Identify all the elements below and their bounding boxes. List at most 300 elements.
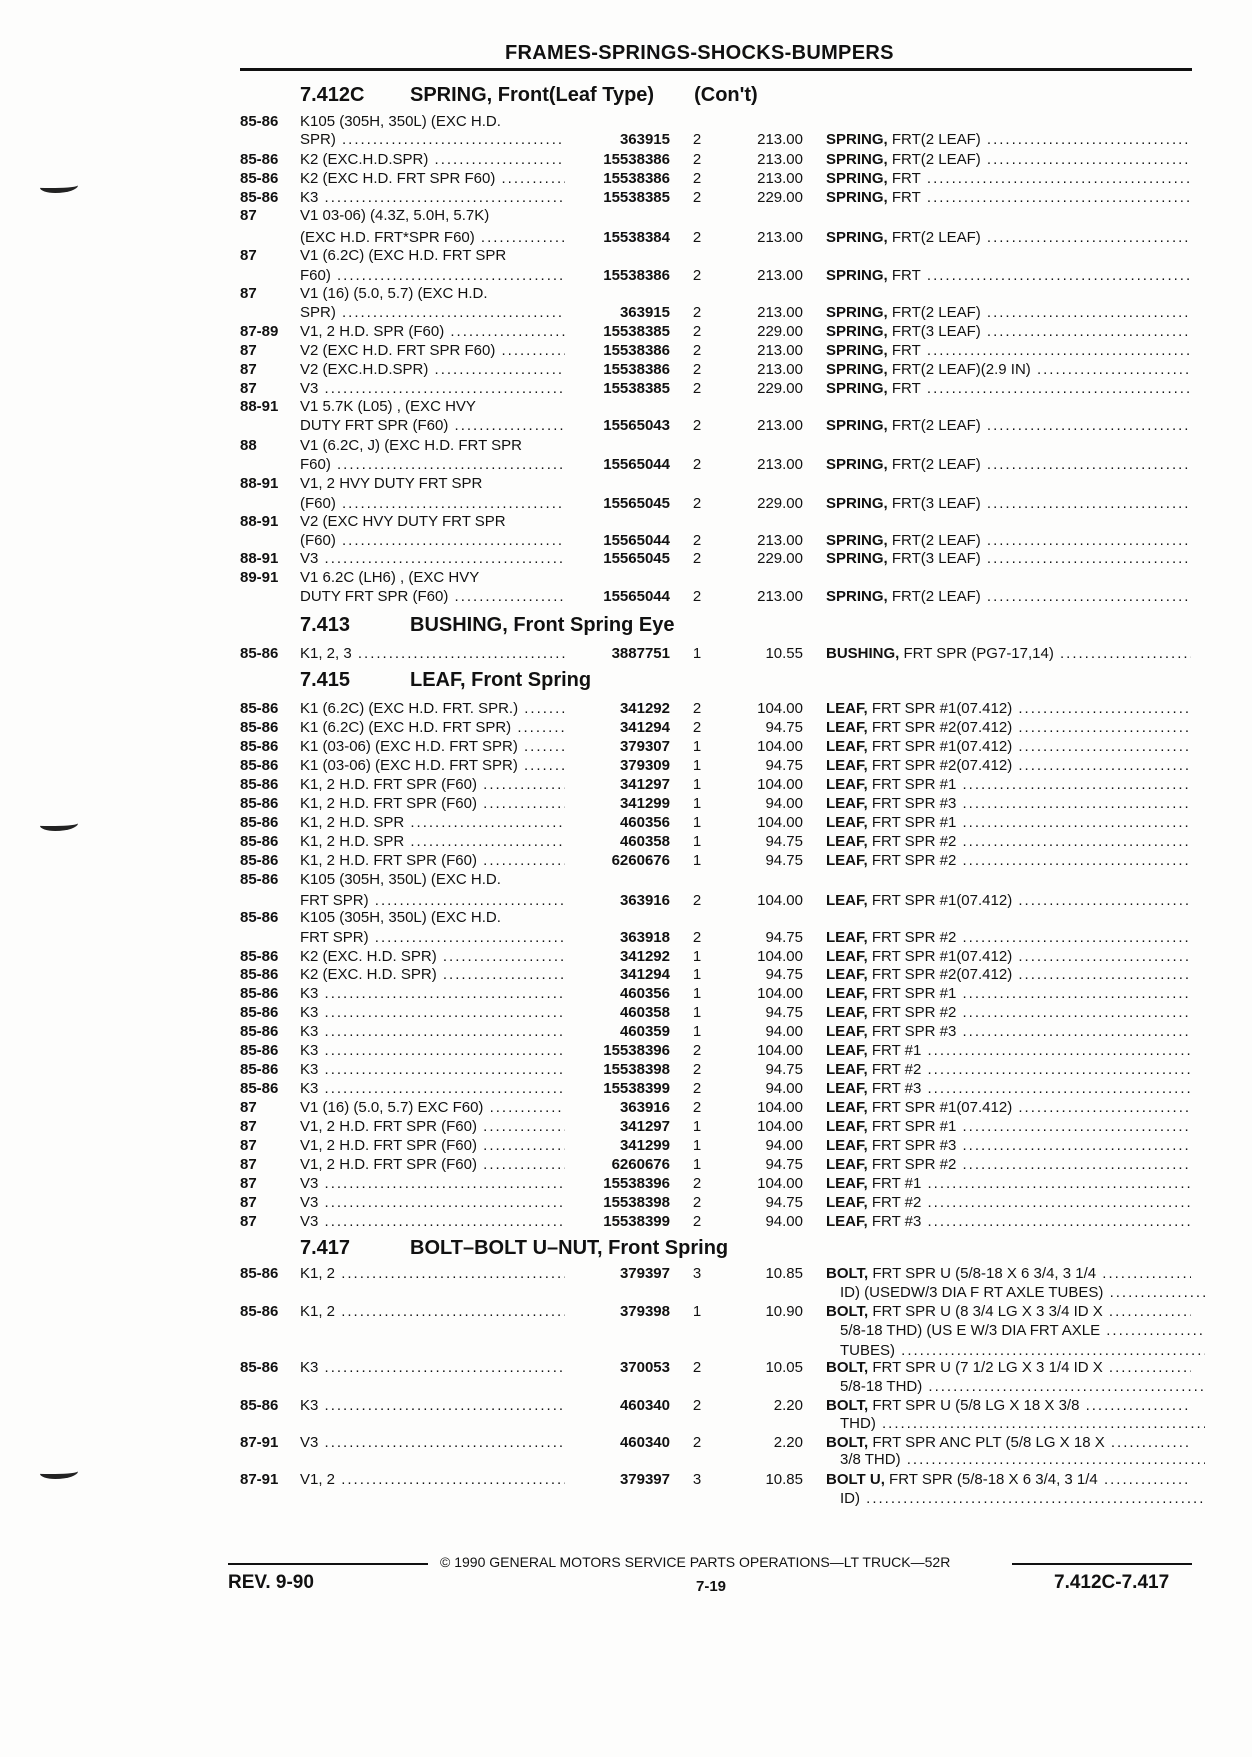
- quantity: 2: [692, 323, 702, 340]
- part-description: [826, 304, 1191, 322]
- part-description: [826, 189, 1191, 207]
- part-number: 15565045: [603, 550, 670, 567]
- part-description-text: FRT #1: [867, 1175, 922, 1192]
- quantity: 2: [692, 929, 702, 946]
- part-keyword: SPRING,: [826, 588, 888, 605]
- part-description-text: FRT(2 LEAF): [887, 417, 981, 434]
- part-keyword: LEAF,: [826, 1023, 868, 1040]
- table-row: [0, 267, 1252, 285]
- part-description: [826, 645, 1191, 663]
- part-number: 341292: [619, 948, 670, 965]
- part-number: 460340: [619, 1434, 670, 1451]
- application-description: FRT SPR) .....: [300, 892, 565, 910]
- model-year: 85-86: [240, 170, 279, 187]
- footer-revision: REV. 9-90: [228, 1572, 314, 1593]
- quantity: 1: [692, 738, 702, 755]
- model-year: 85-86: [240, 189, 279, 206]
- application-description: K3 .....: [300, 1359, 565, 1377]
- application-description: K3 .....: [300, 1080, 565, 1098]
- part-keyword: SPRING,: [826, 323, 888, 340]
- part-keyword: LEAF,: [826, 719, 868, 736]
- application-description: DUTY FRT SPR (F60) .....: [300, 588, 565, 606]
- application-description: V2 (EXC.H.D.SPR) .....: [300, 361, 565, 379]
- quantity: 2: [692, 1434, 702, 1451]
- price: 94.75: [765, 929, 803, 946]
- part-description-text: 5/8-18 THD) (US E W/3 DIA FRT AXLE: [840, 1322, 1101, 1339]
- part-description: [826, 1156, 1191, 1174]
- application-description: V3 .....: [300, 1175, 565, 1193]
- model-year: 88-91: [240, 475, 279, 492]
- part-number: 15538385: [603, 189, 670, 206]
- part-number: 363916: [619, 1099, 670, 1116]
- table-row: [0, 1490, 1252, 1508]
- part-number: 363918: [619, 929, 670, 946]
- price: 104.00: [757, 1042, 803, 1059]
- price: 94.75: [765, 966, 803, 983]
- application-description: K1 (03-06) (EXC H.D. FRT SPR) .....: [300, 757, 565, 775]
- model-year: 85-86: [240, 1061, 279, 1078]
- application-description: V1 03-06) (4.3Z, 5.0H, 5.7K): [300, 207, 490, 224]
- quantity: 1: [692, 757, 702, 774]
- application-description: K1 (6.2C) (EXC H.D. FRT. SPR.) .....: [300, 700, 565, 718]
- footer-page-number: 7-19: [696, 1578, 727, 1595]
- quantity: 2: [692, 1175, 702, 1192]
- quantity: 2: [692, 1099, 702, 1116]
- application-description: (F60) .....: [300, 532, 565, 550]
- price: 94.75: [765, 1061, 803, 1078]
- price: 94.00: [765, 795, 803, 812]
- part-number: 363915: [619, 304, 670, 321]
- price: 229.00: [757, 323, 803, 340]
- quantity: 1: [692, 985, 702, 1002]
- quantity: 2: [692, 1397, 702, 1414]
- part-keyword: LEAF,: [826, 892, 868, 909]
- section-number: 7.413: [300, 614, 351, 636]
- application-description: (F60) .....: [300, 495, 565, 513]
- part-number: 363915: [619, 131, 670, 148]
- table-row: [0, 719, 1252, 737]
- quantity: 1: [692, 795, 702, 812]
- table-row: [0, 1042, 1252, 1060]
- price: 104.00: [757, 776, 803, 793]
- model-year: 88-91: [240, 550, 279, 567]
- part-description: [826, 795, 1191, 813]
- model-year: 89-91: [240, 569, 279, 586]
- table-row: [0, 170, 1252, 188]
- part-description: [826, 814, 1191, 832]
- section-title: LEAF, Front Spring: [410, 669, 592, 691]
- application-description: DUTY FRT SPR (F60) .....: [300, 417, 565, 435]
- part-description-text: FRT SPR #2: [867, 929, 957, 946]
- quantity: 1: [692, 1137, 702, 1154]
- footer-rule-left: [228, 1563, 428, 1565]
- part-description-text: 5/8-18 THD): [840, 1378, 923, 1395]
- model-year: 87: [240, 1099, 257, 1116]
- quantity: 2: [692, 1194, 702, 1211]
- part-description: [826, 170, 1191, 188]
- application-description: K3 .....: [300, 1023, 565, 1041]
- part-description-text: FRT: [887, 267, 921, 284]
- table-row: [0, 1415, 1252, 1433]
- price: 104.00: [757, 1099, 803, 1116]
- part-keyword: BOLT,: [826, 1434, 869, 1451]
- table-row: [0, 1213, 1252, 1231]
- quantity: 2: [692, 495, 702, 512]
- part-keyword: BUSHING,: [826, 645, 900, 662]
- model-year: 85-86: [240, 757, 279, 774]
- section-continued: (Con't): [694, 84, 758, 106]
- part-number: 341297: [619, 1118, 670, 1135]
- table-row: [0, 1471, 1252, 1489]
- part-keyword: LEAF,: [826, 1156, 868, 1173]
- part-number: 341297: [619, 776, 670, 793]
- model-year: 87: [240, 285, 257, 302]
- table-row: [0, 776, 1252, 794]
- model-year: 87: [240, 1156, 257, 1173]
- part-number: 15565044: [603, 532, 670, 549]
- part-keyword: SPRING,: [826, 456, 888, 473]
- part-keyword: LEAF,: [826, 1042, 868, 1059]
- part-number: 6260676: [611, 852, 670, 869]
- table-row: [0, 738, 1252, 756]
- part-description-text: FRT SPR #2: [867, 833, 957, 850]
- part-description-text: FRT SPR #3: [867, 1137, 957, 1154]
- table-row: [0, 1194, 1252, 1212]
- part-number: 460356: [619, 814, 670, 831]
- price: 213.00: [757, 361, 803, 378]
- price: 213.00: [757, 588, 803, 605]
- application-description: K1, 2 H.D. FRT SPR (F60) .....: [300, 776, 565, 794]
- table-row: [0, 456, 1252, 474]
- quantity: 1: [692, 852, 702, 869]
- part-number: 379309: [619, 757, 670, 774]
- part-description-text: FRT(2 LEAF): [887, 456, 981, 473]
- table-row: [0, 247, 1252, 265]
- part-description-text: FRT SPR #1: [867, 776, 957, 793]
- part-keyword: SPRING,: [826, 495, 888, 512]
- section-7-415-heading: [300, 669, 591, 692]
- part-number: 460340: [619, 1397, 670, 1414]
- quantity: 2: [692, 1061, 702, 1078]
- part-description: [826, 1175, 1191, 1193]
- application-description: V1, 2 HVY DUTY FRT SPR: [300, 475, 483, 492]
- price: 10.05: [765, 1359, 803, 1376]
- header-rule: [240, 68, 1192, 71]
- section-7-412c-heading: [300, 84, 758, 107]
- part-keyword: LEAF,: [826, 948, 868, 965]
- part-description: [826, 985, 1191, 1003]
- part-keyword: LEAF,: [826, 833, 868, 850]
- price: 213.00: [757, 131, 803, 148]
- application-description: K1, 2, 3 .....: [300, 645, 565, 663]
- part-keyword: LEAF,: [826, 929, 868, 946]
- part-description: [826, 1099, 1191, 1117]
- part-keyword: LEAF,: [826, 776, 868, 793]
- table-row: [0, 1397, 1252, 1415]
- part-description-text: THD): [840, 1415, 876, 1432]
- price: 213.00: [757, 304, 803, 321]
- part-keyword: LEAF,: [826, 757, 868, 774]
- quantity: 1: [692, 1156, 702, 1173]
- model-year: 85-86: [240, 738, 279, 755]
- part-description: [826, 833, 1191, 851]
- part-description: [840, 1322, 1205, 1340]
- table-row: [0, 1099, 1252, 1117]
- table-row: [0, 1175, 1252, 1193]
- quantity: 2: [692, 342, 702, 359]
- quantity: 1: [692, 776, 702, 793]
- table-row: [0, 645, 1252, 663]
- price: 229.00: [757, 380, 803, 397]
- table-row: [0, 229, 1252, 247]
- table-row: [0, 871, 1252, 889]
- part-keyword: SPRING,: [826, 417, 888, 434]
- part-description: [826, 131, 1191, 149]
- quantity: 2: [692, 456, 702, 473]
- application-description: (EXC H.D. FRT*SPR F60) .....: [300, 229, 565, 247]
- part-description-text: FRT SPR #3: [867, 795, 957, 812]
- model-year: 85-86: [240, 776, 279, 793]
- quantity: 1: [692, 833, 702, 850]
- model-year: 88-91: [240, 398, 279, 415]
- table-row: [0, 1265, 1252, 1283]
- table-row: [0, 892, 1252, 910]
- part-keyword: LEAF,: [826, 852, 868, 869]
- model-year: 87-89: [240, 323, 279, 340]
- part-description: [826, 380, 1191, 398]
- table-row: [0, 1080, 1252, 1098]
- table-row: [0, 795, 1252, 813]
- part-number: 370053: [619, 1359, 670, 1376]
- part-keyword: SPRING,: [826, 550, 888, 567]
- price: 94.00: [765, 1213, 803, 1230]
- application-description: V2 (EXC HVY DUTY FRT SPR: [300, 513, 506, 530]
- price: 229.00: [757, 550, 803, 567]
- price: 94.75: [765, 833, 803, 850]
- part-description-text: FRT #3: [867, 1213, 922, 1230]
- part-description-text: FRT #1: [867, 1042, 922, 1059]
- part-description-text: FRT SPR #2: [867, 1004, 957, 1021]
- part-description-text: FRT(2 LEAF): [887, 532, 981, 549]
- model-year: 85-86: [240, 1080, 279, 1097]
- application-description: K2 (EXC. H.D. SPR) .....: [300, 948, 565, 966]
- model-year: 85-86: [240, 1042, 279, 1059]
- part-description: [840, 1378, 1205, 1396]
- table-row: [0, 207, 1252, 225]
- application-description: K105 (305H, 350L) (EXC H.D.: [300, 909, 501, 926]
- part-keyword: SPRING,: [826, 151, 888, 168]
- price: 213.00: [757, 267, 803, 284]
- part-keyword: SPRING,: [826, 532, 888, 549]
- model-year: 85-86: [240, 1004, 279, 1021]
- application-description: K3 .....: [300, 985, 565, 1003]
- part-number: 341299: [619, 795, 670, 812]
- footer-copyright: © 1990 GENERAL MOTORS SERVICE PARTS OPERATIONS—LT TRUCK—52R: [440, 1554, 951, 1570]
- part-description: [826, 757, 1191, 775]
- application-description: K2 (EXC.H.D.SPR) .....: [300, 151, 565, 169]
- table-row: [0, 380, 1252, 398]
- quantity: 2: [692, 189, 702, 206]
- part-description-text: FRT SPR #1(07.412): [867, 948, 1013, 965]
- quantity: 1: [692, 1023, 702, 1040]
- price: 213.00: [757, 532, 803, 549]
- part-description: [826, 229, 1191, 247]
- price: 94.75: [765, 1004, 803, 1021]
- table-row: [0, 437, 1252, 455]
- part-number: 15538398: [603, 1194, 670, 1211]
- part-number: 15538386: [603, 267, 670, 284]
- table-row: [0, 189, 1252, 207]
- part-keyword: LEAF,: [826, 966, 868, 983]
- model-year: 85-86: [240, 1303, 279, 1320]
- table-row: [0, 1451, 1252, 1469]
- model-year: 87: [240, 380, 257, 397]
- table-row: [0, 398, 1252, 416]
- part-number: 15538385: [603, 380, 670, 397]
- application-description: K1, 2 H.D. SPR .....: [300, 814, 565, 832]
- part-description: [826, 151, 1191, 169]
- price: 94.75: [765, 852, 803, 869]
- part-description: [826, 1004, 1191, 1022]
- part-description-text: FRT SPR #1(07.412): [867, 700, 1013, 717]
- part-description: [826, 966, 1191, 984]
- section-number: 7.412C: [300, 84, 365, 106]
- part-number: 15538386: [603, 361, 670, 378]
- price: 213.00: [757, 170, 803, 187]
- quantity: 1: [692, 1303, 702, 1320]
- part-description-text: FRT SPR U (5/8-18 X 6 3/4, 3 1/4: [868, 1265, 1097, 1282]
- application-description: V1, 2 H.D. FRT SPR (F60) .....: [300, 1137, 565, 1155]
- price: 10.55: [765, 645, 803, 662]
- part-number: 460359: [619, 1023, 670, 1040]
- application-description: K3 .....: [300, 1004, 565, 1022]
- application-description: K3 .....: [300, 1061, 565, 1079]
- application-description: K1, 2 H.D. FRT SPR (F60) .....: [300, 795, 565, 813]
- application-description: V3 .....: [300, 380, 565, 398]
- table-row: [0, 1004, 1252, 1022]
- part-description-text: FRT: [887, 170, 921, 187]
- part-number: 15565044: [603, 588, 670, 605]
- part-keyword: BOLT,: [826, 1359, 869, 1376]
- model-year: 87: [240, 1175, 257, 1192]
- application-description: V2 (EXC H.D. FRT SPR F60) .....: [300, 342, 565, 360]
- footer-section-range: 7.412C-7.417: [1054, 1572, 1170, 1593]
- price: 213.00: [757, 417, 803, 434]
- price: 213.00: [757, 342, 803, 359]
- model-year: 87: [240, 1137, 257, 1154]
- model-year: 85-86: [240, 985, 279, 1002]
- part-description: [826, 738, 1191, 756]
- model-year: 87: [240, 247, 257, 264]
- model-year: 85-86: [240, 966, 279, 983]
- part-number: 15538396: [603, 1175, 670, 1192]
- part-keyword: LEAF,: [826, 1080, 868, 1097]
- model-year: 85-86: [240, 909, 279, 926]
- table-row: [0, 285, 1252, 303]
- quantity: 2: [692, 1042, 702, 1059]
- part-description-text: FRT SPR #2: [867, 1156, 957, 1173]
- part-keyword: LEAF,: [826, 1061, 868, 1078]
- quantity: 1: [692, 948, 702, 965]
- part-number: 15538386: [603, 342, 670, 359]
- quantity: 3: [692, 1265, 702, 1282]
- part-keyword: LEAF,: [826, 1118, 868, 1135]
- application-description: K1, 2 H.D. FRT SPR (F60) .....: [300, 852, 565, 870]
- table-row: [0, 700, 1252, 718]
- quantity: 2: [692, 267, 702, 284]
- application-description: K105 (305H, 350L) (EXC H.D.: [300, 113, 501, 130]
- part-number: 15538399: [603, 1213, 670, 1230]
- quantity: 2: [692, 1080, 702, 1097]
- part-number: 15565044: [603, 456, 670, 473]
- application-description: K1, 2 .....: [300, 1265, 565, 1283]
- part-keyword: LEAF,: [826, 1137, 868, 1154]
- quantity: 1: [692, 645, 702, 662]
- part-description-text: FRT #2: [867, 1194, 922, 1211]
- part-description: [826, 456, 1191, 474]
- table-row: [0, 1137, 1252, 1155]
- price: 94.75: [765, 1156, 803, 1173]
- application-description: V1 (6.2C) (EXC H.D. FRT SPR: [300, 247, 507, 264]
- model-year: 87: [240, 1118, 257, 1135]
- model-year: 85-86: [240, 871, 279, 888]
- part-description: [826, 776, 1191, 794]
- part-description: [826, 1303, 1191, 1321]
- table-row: [0, 304, 1252, 322]
- application-description: V3 .....: [300, 1434, 565, 1452]
- part-keyword: BOLT,: [826, 1397, 869, 1414]
- part-description: [826, 588, 1191, 606]
- part-description-text: FRT: [887, 380, 921, 397]
- part-description: [826, 948, 1191, 966]
- part-number: 379397: [619, 1471, 670, 1488]
- application-description: V1, 2 H.D. SPR (F60) .....: [300, 323, 565, 341]
- application-description: K105 (305H, 350L) (EXC H.D.: [300, 871, 501, 888]
- part-description-text: FRT(2 LEAF): [887, 151, 981, 168]
- part-number: 379398: [619, 1303, 670, 1320]
- model-year: 85-86: [240, 1023, 279, 1040]
- price: 2.20: [773, 1397, 803, 1414]
- part-keyword: LEAF,: [826, 1175, 868, 1192]
- part-description-text: FRT(3 LEAF): [887, 323, 981, 340]
- part-description: [826, 1042, 1191, 1060]
- model-year: 85-86: [240, 814, 279, 831]
- quantity: 2: [692, 532, 702, 549]
- part-description-text: FRT SPR U (5/8 LG X 18 X 3/8: [868, 1397, 1080, 1414]
- table-row: [0, 1303, 1252, 1321]
- table-row: [0, 131, 1252, 149]
- part-keyword: BOLT,: [826, 1303, 869, 1320]
- part-description: [826, 495, 1191, 513]
- price: 104.00: [757, 1118, 803, 1135]
- price: 10.85: [765, 1471, 803, 1488]
- part-keyword: BOLT U,: [826, 1471, 885, 1488]
- part-description-text: FRT SPR (5/8-18 X 6 3/4, 3 1/4: [884, 1471, 1098, 1488]
- quantity: 2: [692, 1359, 702, 1376]
- table-row: [0, 361, 1252, 379]
- part-number: 379397: [619, 1265, 670, 1282]
- part-description-text: FRT SPR #1(07.412): [867, 892, 1013, 909]
- part-description-text: FRT SPR #2(07.412): [867, 719, 1013, 736]
- application-description: K1, 2 .....: [300, 1303, 565, 1321]
- application-description: K1 (6.2C) (EXC H.D. FRT SPR) .....: [300, 719, 565, 737]
- part-description: [840, 1451, 1205, 1469]
- table-row: [0, 985, 1252, 1003]
- quantity: 2: [692, 170, 702, 187]
- quantity: 2: [692, 380, 702, 397]
- part-number: 341294: [619, 719, 670, 736]
- table-row: [0, 532, 1252, 550]
